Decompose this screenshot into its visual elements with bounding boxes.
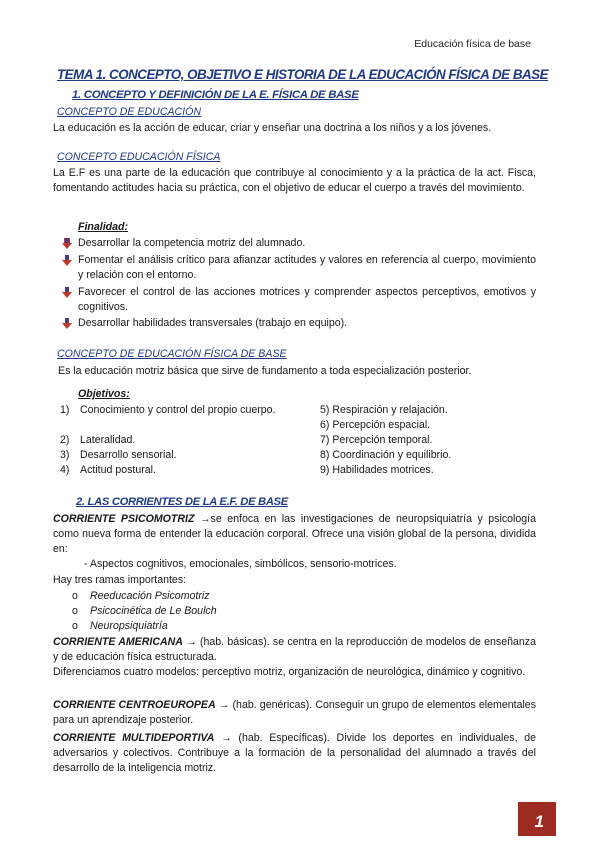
objetivo-item: 9) Habilidades motrices. (320, 464, 434, 476)
objetivo-item: Lateralidad. (80, 434, 136, 446)
objetivo-number: 3) (60, 449, 70, 461)
corriente-americana-text: → (hab. básicas). se centra en la reproducción de modelos de enseñanza y de educación física estructurada. (53, 636, 536, 663)
corriente-centroeuropea-label: CORRIENTE CENTROEUROPEA (53, 699, 216, 711)
objetivo-item: 8) Coordinación y equilibrio. (320, 449, 452, 461)
objetivo-item: Conocimiento y control del propio cuerpo. (80, 404, 276, 416)
finalidad-label: Finalidad: (78, 221, 129, 233)
corriente-americana-extra: Diferenciamos cuatro modelos: perceptivo motriz, organización de neurológica, dinámico y cognitivo. (53, 666, 526, 678)
objetivo-number: 1) (60, 404, 70, 416)
objetivos-label: Objetivos: (78, 388, 130, 400)
down-arrow-bullet-icon (62, 238, 72, 250)
corriente-multideportiva-text: → (hab. Específicas). Divide los deportes en individuales, de adversarios y colectivos. Contribuye a la formación de la personalidad del alumnado a través del desarrollo de la inteligencia motriz. (53, 732, 536, 774)
finalidad-item: Favorecer el control de las acciones motrices y comprender aspectos perceptivos, emotivos y cognitivos. (78, 286, 536, 313)
concepto-efb-label: CONCEPTO DE EDUCACIÓN FÍSICA DE BASE (57, 348, 287, 360)
section-1-heading: 1. CONCEPTO Y DEFINICIÓN DE LA E. FÍSICA DE BASE (72, 89, 359, 101)
section-2-heading: 2. LAS CORRIENTES DE LA E.F. DE BASE (76, 496, 288, 508)
down-arrow-bullet-icon (62, 318, 72, 330)
circle-bullet-icon: o (72, 590, 78, 602)
concepto-educacion-label: CONCEPTO DE EDUCACIÓN (57, 106, 202, 118)
corriente-centroeuropea-text: → (hab. genéricas). Conseguir un grupo de elementos elementales para un aprendizaje posterior. (53, 699, 536, 726)
concepto-educacion-text: La educación es la acción de educar, criar y enseñar una doctrina a los niños y a los jóvenes. (53, 122, 492, 134)
down-arrow-bullet-icon (62, 255, 72, 267)
concepto-ef-label: CONCEPTO EDUCACIÓN FÍSICA (57, 151, 221, 163)
page-title: TEMA 1. CONCEPTO, OBJETIVO E HISTORIA DE LA EDUCACIÓN FÍSICA DE BASE (57, 67, 549, 82)
objetivo-item: 7) Percepción temporal. (320, 434, 433, 446)
corriente-multideportiva-label: CORRIENTE MULTIDEPORTIVA (53, 732, 215, 744)
rama-item: Psicocinética de Le Boulch (90, 605, 217, 617)
objetivo-item: 6) Percepción espacial. (320, 419, 431, 431)
corriente-multideportiva-paragraph (53, 731, 536, 775)
circle-bullet-icon: o (72, 605, 78, 617)
objetivo-item: 5) Respiración y relajación. (320, 404, 448, 416)
corriente-psicomotriz-label: CORRIENTE PSICOMOTRIZ (53, 513, 195, 525)
finalidad-item: Fomentar el análisis crítico para afianzar actitudes y valores en referencia al cuerpo, movimiento y relación con el entorno. (78, 254, 536, 281)
rama-item: Reeducación Psicomotriz (90, 590, 210, 602)
running-header: Educación física de base (414, 38, 531, 50)
concepto-efb-text: Es la educación motriz básica que sirve de fundamento a toda especialización posterior. (58, 365, 472, 377)
concepto-ef-text: La E.F es una parte de la educación que contribuye al conocimiento y a la práctica de la act. Fisca, fomentando actitudes hacia su práctica, con el objetivo de educar el cuerpo a través del movimiento. (53, 167, 536, 194)
objetivo-item: Desarrollo sensorial. (80, 449, 177, 461)
down-arrow-bullet-icon (62, 287, 72, 299)
psicomotriz-dash-item: - Aspectos cognitivos, emocionales, simbólicos, sensorio-motrices. (84, 558, 397, 570)
objetivo-item: Actitud postural. (80, 464, 156, 476)
corriente-americana-label: CORRIENTE AMERICANA (53, 636, 183, 648)
objetivo-number: 2) (60, 434, 70, 446)
circle-bullet-icon: o (72, 620, 78, 632)
page-number: 1 (534, 812, 544, 831)
ramas-intro: Hay tres ramas importantes: (53, 574, 187, 586)
corriente-psicomotriz-text: →se enfoca en las investigaciones de neuropsiquiatría y psicología como nueva forma de entender la educación corporal. Ofrece una visión global de la persona, dividida en: (53, 513, 536, 555)
rama-item: Neuropsiquiatría (90, 620, 168, 632)
corriente-psicomotriz-paragraph (53, 512, 536, 556)
finalidad-item: Desarrollar la competencia motriz del alumnado. (78, 237, 306, 249)
finalidad-item: Desarrollar habilidades transversales (trabajo en equipo). (78, 317, 348, 329)
objetivo-number: 4) (60, 464, 70, 476)
corriente-americana-paragraph (53, 635, 536, 665)
corriente-centroeuropea-paragraph (53, 698, 536, 728)
